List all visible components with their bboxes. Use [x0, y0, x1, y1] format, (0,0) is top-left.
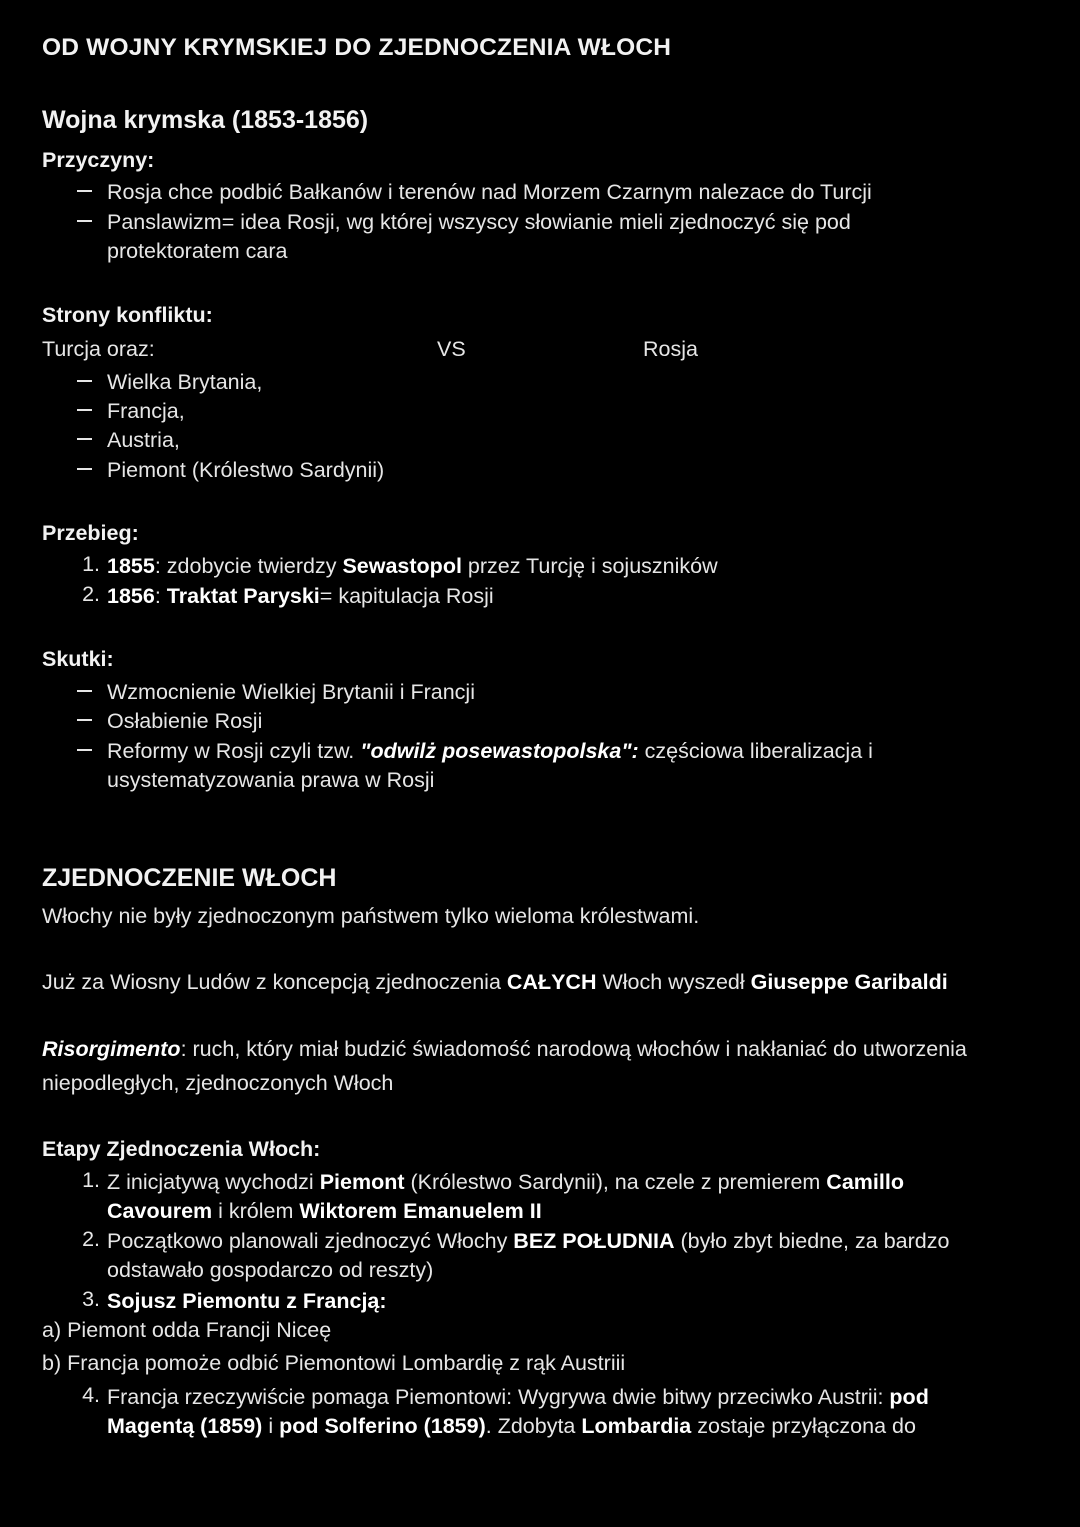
paragraph-continuation: niepodległych, zjednoczonych Włoch	[42, 1071, 394, 1095]
dash-bullet-icon	[64, 368, 104, 393]
dash-bullet-icon	[64, 208, 104, 233]
dash-bullet-icon	[64, 426, 104, 451]
causes-label: Przyczyny:	[42, 148, 155, 172]
vs-label: VS	[437, 337, 466, 361]
dash-bullet-icon	[64, 707, 104, 732]
page-title: OD WOJNY KRYMSKIEJ DO ZJEDNOCZENIA WŁOCH	[42, 34, 672, 61]
paragraph: Już za Wiosny Ludów z koncepcją zjednoczenia CAŁYCH Włoch wyszedł Giuseppe Garibaldi	[42, 970, 948, 994]
crimean-war-heading: Wojna krymska (1853-1856)	[42, 106, 369, 134]
document-page: OD WOJNY KRYMSKIEJ DO ZJEDNOCZENIA WŁOCH Wojna krymska (1853-1856) Przyczyny: Rosja chce podbić Bałkanów i terenów nad Morzem Czarnym nalezace do Turcji Panslawizm= idea Rosji, wg której wszyscy słowianie mieli zjednoczyć się pod protektoratem cara Strony konfliktu: Turcja oraz: VS Rosja Wielka Brytania, Francja, Austria, Piemont (Królestwo Sardynii) Przebieg: 1. 1855: zdobycie twierdzy Sewastopol przez Turcję i sojuszników 2. 1856: Traktat Paryski= kapitulacja Rosji Skutki: Wzmocnienie Wielkiej Brytanii i Francji Osłabienie Rosji Reformy w Rosji czyli tzw. "odwilż posewastopolska": częściowa liberalizacja i usystematyzowania prawa w Rosji ZJEDNOCZENIE WŁOCH Włochy nie były zjednoczonym państwem tylko wieloma królestwami. Już za Wiosny Ludów z koncepcją zjednoczenia CAŁYCH Włoch wyszedł Giuseppe Garibaldi Risorgimento: ruch, który miał budzić świadomość narodową włochów i nakłaniać do utworzenia niepodległych, zjednoczonych Włoch Etapy Zjednoczenia Włoch: 1. Z inicjatywą wychodzi Piemont (Królestwo Sardynii), na czele z premierem Camillo Cavourem i królem Wiktorem Emanuelem II 2. Początkowo planowali zjednoczyć Włochy BEZ POŁUDNIA (było zbyt biedne, za bardzo odstawało gospodarczo od reszty) 3. Sojusz Piemontu z Francją: a) Piemont odda Francji Niceę b) Francja pomoże odbić Piemontowi Lombardię z rąk Austriii 4. Francja rzeczywiście pomaga Piemontowi: Wygrywa dwie bitwy przeciwko Austrii: pod Magentą (1859) i pod Solferino (1859). Zdobyta Lombardia zostaje przyłączona do	[42, 34, 967, 1438]
dash-bullet-icon	[64, 737, 104, 762]
sides-label: Strony konfliktu:	[42, 303, 213, 327]
dash-bullet-icon	[64, 178, 104, 203]
paragraph: Risorgimento: ruch, który miał budzić świadomość narodową włochów i nakłaniać do utworzenia	[42, 1037, 967, 1061]
dash-bullet-icon	[64, 397, 104, 422]
sub-item: b) Francja pomoże odbić Piemontowi Lombardię z rąk Austriii	[42, 1351, 626, 1375]
side-right: Rosja	[643, 337, 698, 361]
effects-label: Skutki:	[42, 647, 114, 671]
paragraph: Włochy nie były zjednoczonym państwem tylko wieloma królestwami.	[42, 904, 700, 928]
dash-bullet-icon	[64, 456, 104, 481]
stages-label: Etapy Zjednoczenia Włoch:	[42, 1137, 321, 1161]
italy-heading: ZJEDNOCZENIE WŁOCH	[42, 864, 337, 892]
sub-item: a) Piemont odda Francji Niceę	[42, 1318, 332, 1342]
dash-bullet-icon	[64, 678, 104, 703]
course-label: Przebieg:	[42, 521, 139, 545]
side-left: Turcja oraz:	[42, 337, 155, 361]
